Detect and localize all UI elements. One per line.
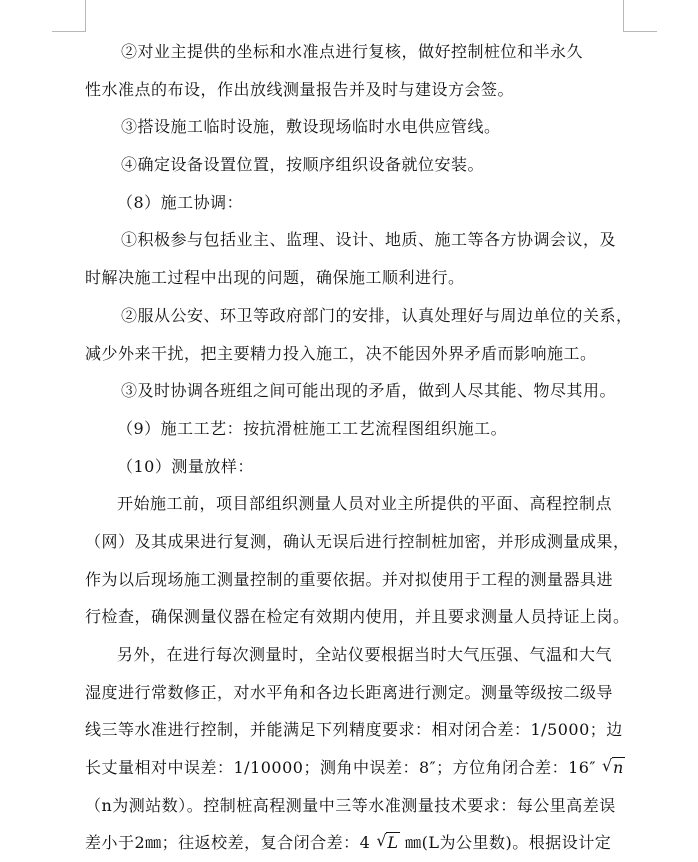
section-heading: （8）施工协调： (117, 192, 244, 212)
paragraph-line: 另外，在进行每次测量时，全站仪要根据当时大气压强、气温和大气 (117, 645, 613, 664)
paragraph-line: 线三等水准进行控制，并能满足下列精度要求：相对闭合差：1/5000；边 (85, 720, 623, 740)
paragraph-line: ①积极参与包括业主、监理、设计、地质、施工等各方协调会议，及 (121, 230, 617, 250)
line-text: 长丈量相对中误差：1/10000；测角中误差：8″；方位角闭合差：16″ (85, 758, 596, 778)
paragraph-line: （网）及其成果进行复测，确认无误后进行控制桩加密，并形成测量成果， (85, 531, 630, 551)
line-text: ㎜(L为公里数)。根据设计定 (405, 833, 612, 853)
paragraph-line: （n为测站数）。控制桩高程测量中三等水准测量技术要求：每公里高差误 (85, 795, 616, 815)
paragraph-line: ②对业主提供的坐标和水准点进行复核，做好控制桩位和半永久 (121, 42, 584, 61)
radicand-n: n (612, 758, 624, 778)
line-text: 差小于2㎜；往返校差，复合闭合差：4 (85, 833, 371, 853)
paragraph-line (85, 824, 625, 862)
crop-mark-top-right-horizontal (623, 31, 657, 32)
crop-mark-top-left-horizontal (52, 31, 86, 32)
paragraph-line: 减少外来干扰，把主要精力投入施工，决不能因外界矛盾而影响施工。 (85, 343, 597, 363)
paragraph-line: ②服从公安、环卫等政府部门的安排，认真处理好与周边单位的关系， (121, 305, 633, 325)
radical-symbol: √ (376, 831, 388, 851)
paragraph-line: 性水准点的布设，作出放线测量报告并及时与建设方会签。 (85, 79, 515, 99)
section-heading: （10）测量放样： (117, 456, 254, 476)
radical-symbol: √ (601, 756, 613, 776)
crop-mark-top-left-vertical (85, 0, 86, 32)
paragraph-line: 开始施工前，项目部组织测量人员对业主所提供的平面、高程控制点 (117, 494, 613, 514)
crop-mark-top-right-vertical (623, 0, 624, 32)
document-body (85, 33, 633, 862)
paragraph-line: ④确定设备设置位置，按顺序组织设备就位安装。 (121, 155, 485, 175)
paragraph-line (85, 749, 625, 787)
paragraph-line: 湿度进行常数修正，对水平角和各边长距离进行测定。测量等级按二级导 (85, 682, 614, 702)
paragraph-line: 作为以后现场施工测量控制的重要依据。并对拟使用于工程的测量器具进 (85, 569, 614, 589)
paragraph-line: ③及时协调各班组之间可能出现的矛盾，做到人尽其能、物尽其用。 (121, 381, 617, 401)
sqrt-n-formula (602, 749, 625, 787)
radicand-l: L (387, 833, 399, 853)
sqrt-l-formula (376, 824, 399, 862)
paragraph-line: 行检查，确保测量仪器在检定有效期内使用，并且要求测量人员持证上岗。 (85, 607, 630, 627)
paragraph-line: ③搭设施工临时设施，敷设现场临时水电供应管线。 (121, 117, 501, 137)
section-heading: （9）施工工艺：按抗滑桩施工工艺流程图组织施工。 (117, 418, 508, 438)
paragraph-line: 时解决施工过程中出现的问题，确保施工顺利进行。 (85, 268, 465, 288)
